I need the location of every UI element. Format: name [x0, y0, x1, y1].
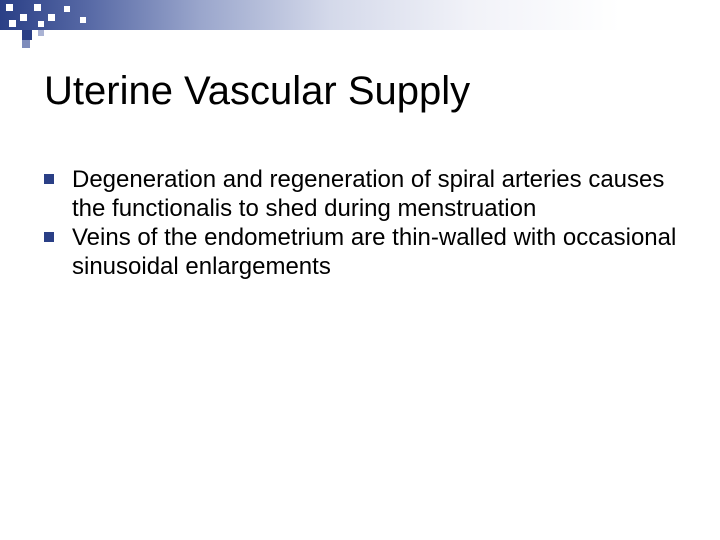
bullet-text: Degeneration and regeneration of spiral arteries causes the functionalis to shed during menstruation: [72, 166, 665, 222]
decor-square: [22, 40, 30, 48]
decor-square: [38, 30, 44, 36]
decor-square: [6, 4, 13, 11]
header-decoration: [0, 0, 720, 52]
slide-title: Uterine Vascular Supply: [44, 69, 471, 113]
decor-square: [34, 4, 41, 11]
bullet-text: Veins of the endometrium are thin-walled with occasional sinusoidal enlargements: [72, 224, 677, 280]
bullet-list: [44, 165, 684, 281]
header-gradient-band: [0, 0, 720, 30]
decor-square: [48, 14, 55, 21]
square-bullet-icon: [44, 174, 54, 184]
decor-square: [20, 14, 27, 21]
decor-square: [9, 20, 16, 27]
decor-square: [22, 30, 32, 40]
bullet-item: [44, 165, 684, 223]
decor-square: [64, 6, 70, 12]
decor-square: [38, 21, 44, 27]
bullet-item: [44, 223, 684, 281]
square-bullet-icon: [44, 232, 54, 242]
decor-square: [80, 17, 86, 23]
